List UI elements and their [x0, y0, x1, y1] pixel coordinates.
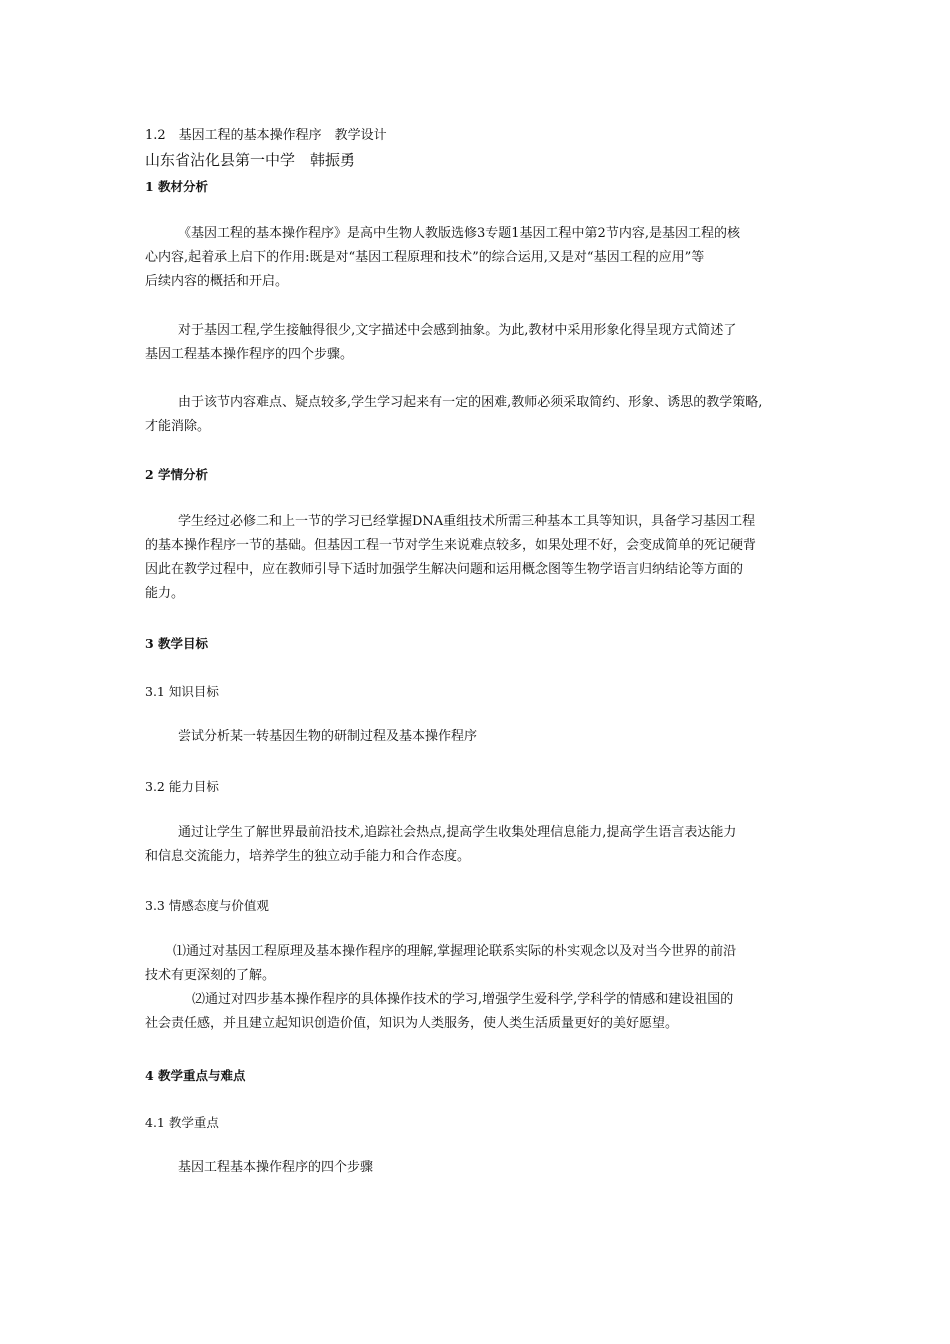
text-line: 的基本操作程序一节的基础。但基因工程一节对学生来说难点较多，如果处理不好，会变成简单的死记硬背	[145, 538, 757, 553]
paragraph-s3-2	[145, 821, 810, 869]
section-heading-4: 4 教学重点与难点	[145, 1068, 246, 1083]
text-line: 心内容,起着承上启下的作用:既是对“基因工程原理和技术”的综合运用,又是对“基因工程的应用”等	[145, 250, 705, 265]
text-line: 学生经过必修二和上一节的学习已经掌握DNA重组技术所需三种基本工具等知识，具备学习基因工程	[178, 514, 756, 529]
document-title: 1.2 基因工程的基本操作程序 教学设计	[145, 128, 387, 143]
text-line: 《基因工程的基本操作程序》是高中生物人教版选修3专题1基因工程中第2节内容,是基因工程的核	[178, 226, 740, 241]
paragraph-s3-3-p1	[145, 940, 810, 988]
paragraph-s1-p3	[145, 391, 810, 439]
section-heading-2: 2 学情分析	[145, 467, 209, 482]
paragraph-s3-1	[145, 725, 810, 749]
text-line: 技术有更深刻的了解。	[145, 968, 276, 983]
section-heading-1: 1 教材分析	[145, 179, 209, 194]
text-line: 通过让学生了解世界最前沿技术,追踪社会热点,提高学生收集处理信息能力,提高学生语言表达能力	[178, 825, 737, 840]
text-line: 和信息交流能力，培养学生的独立动手能力和合作态度。	[145, 849, 471, 864]
text-line: 基因工程基本操作程序的四个步骤	[178, 1160, 374, 1175]
text-line: ⑴通过对基因工程原理及基本操作程序的理解,掌握理论联系实际的朴实观念以及对当今世界的前沿	[173, 944, 737, 959]
text-line: 能力。	[145, 586, 185, 601]
text-line: 由于该节内容难点、疑点较多,学生学习起来有一定的困难,教师必须采取简约、形象、诱思的教学策略,	[178, 395, 763, 410]
text-line: ⑵通过对四步基本操作程序的具体操作技术的学习,增强学生爱科学,学科学的情感和建设祖国的	[192, 992, 734, 1007]
subsection-heading-3-3: 3.3 情感态度与价值观	[145, 898, 269, 913]
text-line: 社会责任感，并且建立起知识创造价值，知识为人类服务，使人类生活质量更好的美好愿望。	[145, 1016, 679, 1031]
paragraph-s2-p1	[145, 510, 810, 606]
subsection-heading-3-2: 3.2 能力目标	[145, 779, 219, 794]
document-author: 山东省沾化县第一中学 韩振勇	[145, 151, 356, 169]
paragraph-s4-1	[145, 1156, 810, 1180]
text-line: 后续内容的概括和开启。	[145, 274, 289, 289]
section-heading-3: 3 教学目标	[145, 636, 209, 651]
text-line: 尝试分析某一转基因生物的研制过程及基本操作程序	[178, 729, 478, 744]
paragraph-s1-p1	[145, 222, 810, 294]
text-line: 对于基因工程,学生接触得很少,文字描述中会感到抽象。为此,教材中采用形象化得呈现方式简述了	[178, 323, 737, 338]
paragraph-s3-3-p2	[145, 988, 810, 1036]
text-line: 因此在教学过程中，应在教师引导下适时加强学生解决问题和运用概念图等生物学语言归纳结论等方面的	[145, 562, 744, 577]
paragraph-s1-p2	[145, 319, 810, 367]
text-line: 基因工程基本操作程序的四个步骤。	[145, 347, 354, 362]
text-line: 才能消除。	[145, 419, 211, 434]
subsection-heading-4-1: 4.1 教学重点	[145, 1115, 219, 1130]
subsection-heading-3-1: 3.1 知识目标	[145, 684, 219, 699]
